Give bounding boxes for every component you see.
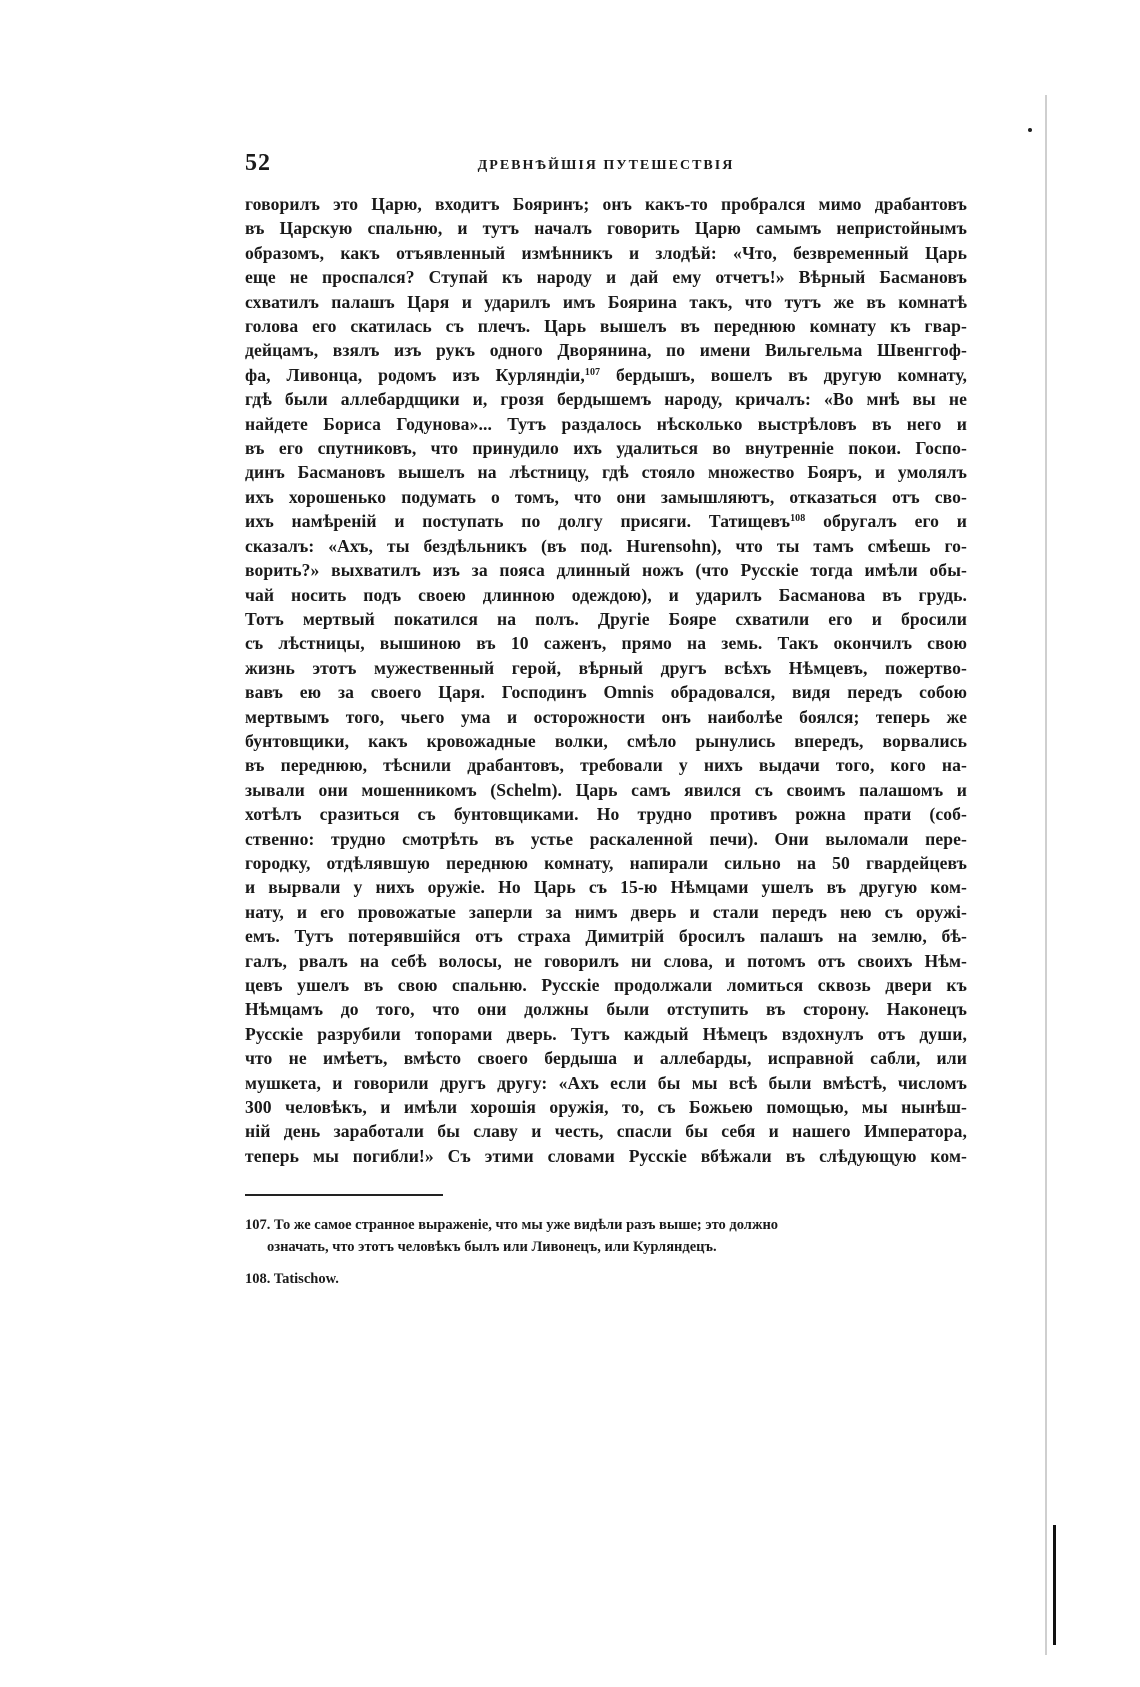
footnote-107-line1: 107. То же самое странное выраженіе, что мы уже видѣли разъ выше; это должно xyxy=(245,1217,779,1234)
body-line: бунтовщики, какъ кровожадные волки, смѣло рынулись впередъ, ворвались xyxy=(245,730,967,751)
body-line: хотѣлъ сразиться съ бунтовщиками. Но трудно противъ рожна прати (соб- xyxy=(245,804,967,825)
body-line: жизнь этотъ мужественный герой, вѣрный другъ всѣхъ Нѣмцевъ, пожертво- xyxy=(245,657,967,678)
body-line: еще не проспался? Ступай къ народу и дай ему отчетъ!» Вѣрный Басмановъ xyxy=(245,267,967,288)
body-line: Тотъ мертвый покатился на полъ. Другіе Бояре схватили его и бросили xyxy=(245,608,967,629)
footnote-rule xyxy=(245,1194,443,1196)
body-line: образомъ, какъ отъявленный измѣнникъ и злодѣй: «Что, безвременный Царь xyxy=(245,242,967,263)
body-line: цевъ ушелъ въ свою спальню. Русскіе продолжали ломиться сквозь двери къ xyxy=(245,975,967,995)
body-line: и вырвали у нихъ оружіе. Но Царь съ 15-ю Нѣмцами ушелъ въ другую ком- xyxy=(245,877,967,898)
body-line: схватилъ палашъ Царя и ударилъ имъ Боярина такъ, что тутъ же въ комнатѣ xyxy=(245,291,967,312)
body-line: гдѣ были аллебардщики и, грозя бердышемъ народу, кричалъ: «Во мнѣ вы не xyxy=(245,389,967,410)
body-line: ихъ хорошенько подумать о томъ, что они замышляютъ, отказаться отъ сво- xyxy=(245,486,967,507)
body-line: Нѣмцамъ до того, что они должны были отступить въ сторону. Наконецъ xyxy=(245,999,967,1020)
body-line: дейцамъ, взялъ изъ рукъ одного Дворянина, по имени Вильгельма Швенггоф- xyxy=(245,340,967,361)
footnote-107 xyxy=(245,1214,967,1258)
body-line: динъ Басмановъ вышелъ на лѣстницу, гдѣ стояло множество Бояръ, и умолялъ xyxy=(245,462,967,483)
body-line: нату, и его провожатые заперли за нимъ дверь и стали передъ нею съ оружі- xyxy=(245,901,967,922)
scan-mark xyxy=(1053,1525,1056,1645)
body-line: вавъ ею за своего Царя. Господинъ Omnis обрадовался, видя передъ собою xyxy=(245,682,967,703)
body-line: найдете Бориса Годунова»... Тутъ раздалось нѣсколько выстрѣловъ въ него и xyxy=(245,413,967,434)
footnote-ref: 107 xyxy=(584,366,601,378)
body-text xyxy=(245,192,967,1168)
body-line: мертвымъ того, чьего ума и осторожности онъ наиболѣе боялся; теперь же xyxy=(245,706,967,727)
body-line: городку, отдѣлявшую переднюю комнату, напирали сильно на 50 гвардейцевъ xyxy=(245,852,967,873)
body-line: голова его скатилась съ плечъ. Царь вышелъ въ переднюю комнату къ гвар- xyxy=(245,316,967,337)
body-line: ворить?» выхватилъ изъ за пояса длинный ножъ (что Русскіе тогда имѣли обы- xyxy=(245,560,967,581)
body-line: говорилъ это Царю, входитъ Бояринъ; онъ какъ-то пробрался мимо драбантовъ xyxy=(245,194,967,214)
body-line: емъ. Тутъ потерявшійся отъ страха Димитрій бросилъ палашъ на землю, бѣ- xyxy=(245,926,967,947)
body-line: ихъ намѣреній и поступать по долгу присяги. Татищевъ$^{108}$ обругалъ его и xyxy=(245,511,967,532)
body-line: мушкета, и говорили другъ другу: «Ахъ если бы мы всѣ были вмѣстѣ, числомъ xyxy=(245,1072,967,1093)
scan-speck xyxy=(1028,128,1032,132)
body-line: ственно: трудно смотрѣть въ устье раскаленной печи). Они выломали пере- xyxy=(245,828,967,849)
body-line: съ лѣстницы, вышиною въ 10 саженъ, прямо на земь. Такъ окончилъ свою xyxy=(245,633,967,654)
footnote-ref: 108 xyxy=(790,513,806,525)
body-line: сказалъ: «Ахъ, ты бездѣльникъ (въ под. Hurensohn), что ты тамъ смѣешь го- xyxy=(245,535,967,556)
scan-edge-line xyxy=(1045,95,1047,1655)
body-line: зывали они мошенникомъ (Schelm). Царь самъ явился съ своимъ палашомъ и xyxy=(245,779,967,800)
running-title: ДРЕВНѢЙШІЯ ПУТЕШЕСТВІЯ xyxy=(477,158,735,173)
body-line: Русскіе разрубили топорами дверь. Тутъ каждый Нѣмецъ вздохнулъ отъ души, xyxy=(245,1023,967,1044)
body-line: чай носить подъ своею длинною одеждою), и ударилъ Басманова въ грудь. xyxy=(245,584,967,605)
body-line: теперь мы погибли!» Съ этими словами Русскіе вбѣжали въ слѣдующую ком- xyxy=(245,1145,967,1166)
footnote-108-line1: 108. Tatischow. xyxy=(245,1271,339,1288)
body-line: что не имѣетъ, вмѣсто своего бердыша и аллебарды, исправной сабли, или xyxy=(245,1048,967,1069)
body-line: фа, Ливонца, родомъ изъ Курляндіи,$^{107}$ бердышъ, вошелъ въ другую комнату, xyxy=(245,364,967,385)
body-line: 300 человѣкъ, и имѣли хорошія оружія, то, съ Божьею помощью, мы нынѣш- xyxy=(245,1097,967,1118)
book-page xyxy=(245,150,967,1290)
body-line: въ Царскую спальню, и тутъ началъ говорить Царю самымъ непристойнымъ xyxy=(245,218,967,239)
body-line: галъ, рвалъ на себѣ волосы, не говорилъ ни слова, и потомъ отъ своихъ Нѣм- xyxy=(245,950,967,971)
footnote-107-line2: означать, что этотъ человѣкъ былъ или Ливонецъ, или Курляндецъ. xyxy=(267,1239,717,1256)
page-number: 52 xyxy=(245,150,271,176)
footnote-108 xyxy=(245,1268,967,1290)
body-line: въ его спутниковъ, что принудило ихъ удалиться во внутренніе покои. Госпо- xyxy=(245,438,967,459)
body-line: ній день заработали бы славу и честь, спасли бы себя и нашего Императора, xyxy=(245,1121,967,1142)
body-line: въ переднюю, тѣснили драбантовъ, требовали у нихъ выдачи того, кого на- xyxy=(245,755,967,776)
page-header xyxy=(245,150,967,184)
